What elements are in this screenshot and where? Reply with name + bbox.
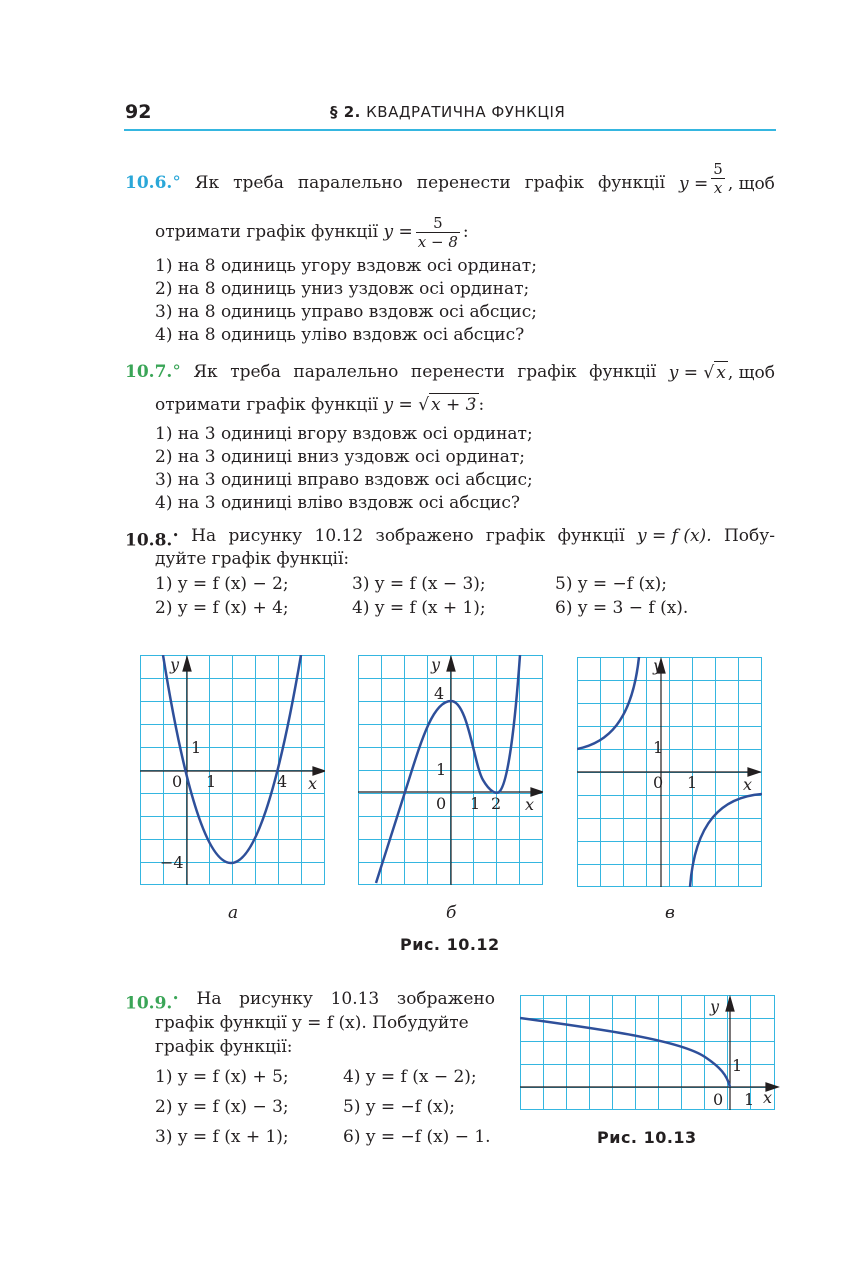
header-rule	[124, 129, 776, 131]
tick-label: 1	[470, 794, 481, 813]
word: y = f (x).	[636, 526, 712, 546]
word: функції	[597, 173, 666, 193]
problem-10-6-line-2: отримати графік функції y = $\frac{5}{x - 8}$ :	[155, 214, 469, 251]
option: 4) на 3 одиниці вліво вздовж осі абсцис?	[155, 493, 520, 513]
y-axis-label: y	[431, 655, 441, 674]
tick-label: −4	[160, 853, 184, 872]
tick-label: 4	[434, 684, 445, 703]
figure-caption-10-13: Рис. 10.13	[597, 1128, 697, 1147]
tick-label: 2	[491, 794, 502, 813]
x-axis-label: x	[763, 1088, 773, 1107]
problem-number: 10.7.	[125, 362, 173, 382]
problem-10-8-line-2: дуйте графік функції:	[155, 549, 350, 569]
option: 2) y = f (x) − 3;	[155, 1097, 289, 1117]
option: 2) на 8 одиниць униз уздовж осі ординат;	[155, 279, 530, 299]
panel-label-a: а	[228, 903, 239, 923]
problem-10-6-line-1: 10.6.° Як треба паралельно перенести графік функції y = $\frac{5}{x}$ , щоб	[125, 160, 775, 197]
y-axis-label: y	[653, 657, 663, 675]
word: Побу-	[723, 526, 775, 546]
function-curve	[520, 1018, 730, 1087]
tick-label: 1	[744, 1090, 755, 1109]
difficulty-marker: •	[172, 529, 179, 542]
word: треба	[233, 173, 284, 193]
word: 10.12	[314, 526, 364, 546]
origin-label: 0	[172, 772, 183, 791]
y-axis-label: y	[710, 997, 720, 1016]
panel-label-b: б	[446, 903, 457, 923]
problem-number: 10.6.	[125, 173, 173, 193]
word: зображено	[375, 526, 474, 546]
word: 10.13	[330, 989, 380, 1009]
difficulty-marker: °	[172, 173, 181, 193]
word: рисунку	[239, 989, 313, 1009]
option: 2) на 3 одиниці вниз уздовж осі ординат;	[155, 447, 526, 467]
option: 3) y = f (x − 3);	[352, 574, 486, 594]
problem-10-9-line-2: графік функції y = f (x). Побудуйте	[155, 1013, 469, 1033]
tick-label: 1	[687, 773, 698, 792]
problem-10-9-line-1	[125, 988, 495, 1015]
problem-10-7-line-1: 10.7.° Як треба паралельно перенести графік функції y = √ x , щоб	[125, 362, 775, 383]
tick-label: 4	[277, 772, 288, 791]
panel-label-c: в	[665, 903, 675, 923]
word: перенести	[416, 173, 511, 193]
word: Як	[193, 362, 218, 382]
word: Як	[194, 173, 220, 193]
x-axis-label: x	[308, 774, 318, 793]
tick-label: 1	[191, 738, 202, 757]
hyperbola-branch-right	[690, 794, 762, 887]
tick-label: 1	[206, 772, 217, 791]
problem-10-7-line-2: отримати графік функції y = √ x + 3 :	[155, 395, 485, 415]
word: функції	[589, 362, 657, 382]
option: 1) на 3 одиниці вгору вздовж осі ординат;	[155, 424, 533, 444]
word: рисунку	[228, 526, 303, 546]
axes	[520, 997, 778, 1110]
page-number: 92	[125, 101, 152, 123]
origin-label: 0	[653, 773, 664, 792]
tick-label: 1	[436, 760, 447, 779]
formula-y: y =	[679, 174, 709, 194]
option: 6) y = −f (x) − 1.	[343, 1127, 491, 1147]
option: 4) y = f (x + 1);	[352, 598, 486, 618]
option: 4) y = f (x − 2);	[343, 1067, 477, 1087]
option: 1) y = f (x) + 5;	[155, 1067, 289, 1087]
option: 1) y = f (x) − 2;	[155, 574, 289, 594]
word: графік	[517, 362, 577, 382]
origin-label: 0	[436, 794, 447, 813]
fraction-5-over-x-minus-8: $\frac{5}{x - 8}$	[417, 214, 458, 251]
word: На	[191, 526, 217, 546]
word: На	[196, 989, 222, 1009]
option: 4) на 8 одиниць уліво вздовж осі абсцис?	[155, 325, 525, 345]
fraction-5-over-x: $\frac{5}{x}$	[713, 160, 723, 197]
graph-panel-b	[358, 655, 543, 885]
option: 5) y = −f (x);	[555, 574, 668, 594]
option: 3) y = f (x + 1);	[155, 1127, 289, 1147]
word: функції	[557, 526, 625, 546]
word: перенести	[410, 362, 505, 382]
grid	[520, 995, 775, 1110]
word: графік	[485, 526, 546, 546]
section-title: КВАДРАТИЧНА ФУНКЦІЯ	[366, 103, 566, 121]
word: треба	[230, 362, 281, 382]
problem-10-9-line-3: графік функції:	[155, 1037, 293, 1057]
tick-label: 1	[732, 1056, 743, 1075]
word: зображено	[396, 989, 495, 1009]
section-mark: § 2.	[330, 103, 361, 121]
option: 3) на 8 одиниць управо вздовж осі абсцис;	[155, 302, 537, 322]
sqrt-x-plus-3: x + 3	[431, 395, 477, 415]
graph-panel-a	[140, 655, 325, 885]
option: 1) на 8 одиниць угору вздовж осі ординат;	[155, 256, 537, 276]
x-axis-label: x	[743, 775, 753, 794]
word: графік	[524, 173, 584, 193]
function-curve	[376, 655, 520, 883]
problem-number: 10.9.	[125, 993, 173, 1014]
difficulty-marker: °	[172, 362, 181, 382]
difficulty-marker: •	[172, 992, 179, 1005]
option: 3) на 3 одиниці вправо вздовж осі абсцис;	[155, 470, 533, 490]
figure-caption-10-12: Рис. 10.12	[400, 935, 500, 954]
origin-label: 0	[713, 1090, 724, 1109]
option: 6) y = 3 − f (x).	[555, 598, 689, 618]
graph-panel-c	[577, 657, 762, 887]
option: 2) y = f (x) + 4;	[155, 598, 289, 618]
word: паралельно	[293, 362, 399, 382]
sqrt-x: x	[716, 363, 726, 383]
y-axis-label: y	[170, 655, 180, 674]
option: 5) y = −f (x);	[343, 1097, 456, 1117]
word: паралельно	[297, 173, 403, 193]
problem-number: 10.8.	[125, 530, 173, 551]
x-axis-label: x	[525, 795, 535, 814]
graph-fig-10-13	[520, 995, 780, 1110]
tick-label: 1	[653, 738, 664, 757]
section-header	[330, 103, 565, 121]
